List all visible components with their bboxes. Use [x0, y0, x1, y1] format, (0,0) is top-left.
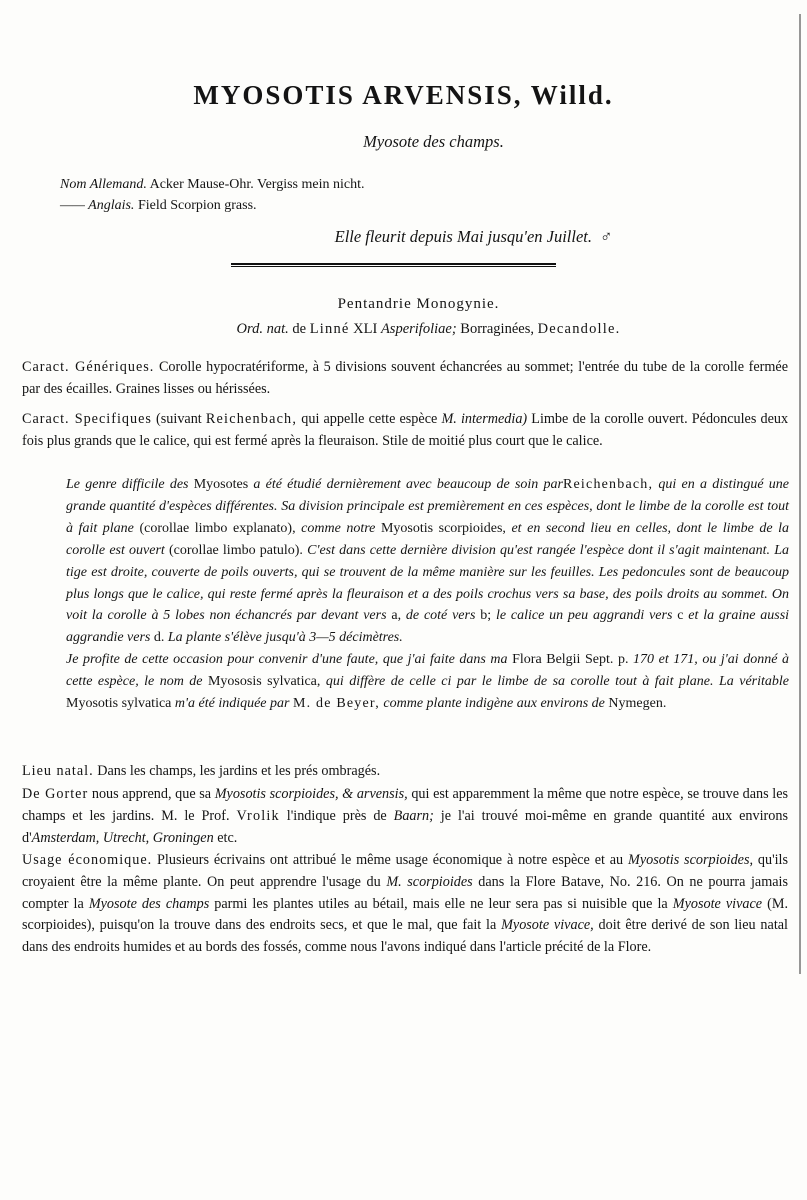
note-text: et la graine aussi aggrandie vers	[66, 608, 790, 646]
note-reichenbach: Reichenbach,	[562, 477, 654, 492]
gorter-text: qui est apparemment la même que notre espèce, se trouve dans les champs et les jardins. M. le Prof.	[22, 786, 789, 824]
usage-species: Myosote vivace	[672, 895, 763, 912]
usage-species: Myosote vivace,	[501, 917, 594, 934]
note-text: Le genre difficile des	[66, 477, 189, 492]
economic-usage	[22, 850, 788, 959]
flowering-text: Elle fleurit depuis Mai jusqu'en Juillet.	[334, 227, 593, 246]
note-text: comme plante indigène aux environs de	[383, 696, 605, 712]
note-text: La plante s'élève jusqu'à 3—5 décimètres.	[167, 630, 403, 646]
figure-ref: b;	[480, 608, 492, 624]
usage-text: dans la Flore Batave, No. 216. On ne pourra jamais compter la	[22, 873, 789, 912]
usage-heading: Usage économique.	[22, 852, 153, 868]
usage-species: Myosote des champs	[88, 895, 210, 912]
usage-species: Myosotis scorpioides,	[628, 852, 754, 868]
natural-order	[0, 321, 807, 338]
linnaean-class: Pentandrie Monogynie.	[337, 296, 500, 312]
figure-ref: c	[677, 608, 684, 624]
page-title: MYOSOTIS ARVENSIS, Willd.	[193, 80, 614, 110]
lieu-text: Dans les champs, les jardins et les prés ombragés.	[97, 763, 381, 779]
note-text: qui en a distingué une grande quantité d'espèces différentes. Sa division principale est premièrement en ces espèces, dont le limbe de la corolle est tout à fait plane	[66, 477, 789, 536]
note-genus: Myosotes	[193, 477, 249, 492]
ord-de: de	[292, 321, 307, 337]
asperifoliae: Asperifoliae;	[380, 321, 457, 337]
english-label: —— Anglais.	[60, 198, 135, 213]
specific-text-1: (suivant	[156, 411, 202, 427]
german-value: Acker Mause-Ohr. Vergiss mein nicht.	[149, 177, 365, 192]
de-gorter-paragraph	[22, 784, 788, 849]
gorter-places: Amsterdam, Utrecht, Groningen	[31, 829, 214, 846]
native-habitat	[22, 761, 788, 783]
note-species: Myosotis sylvatica	[66, 696, 172, 712]
usage-text: parmi les plantes utiles au bétail, mais elle ne leur sera pas si nuisible que la	[214, 895, 668, 912]
gorter-text: je l'ai trouvé moi-même en grande quantité aux environs d'	[22, 807, 788, 846]
german-label: Nom Allemand.	[60, 177, 147, 192]
note-text: C'est dans cette dernière division qu'est rangée l'espèce dont il s'agit maintenant. La tige est droite, couverte de poils ouverts, qui se trouvent de la même manière sur les feuilles. Les pedoncules sont de beaucoup plus longs que le calice, qui reste fermé après la fleuraison et a des poils crochus vers sa base, des poils droits au sommet. On voit la corolle à 5 lobes non échancrés par devant vers	[66, 542, 790, 624]
usage-text: qu'ils croyaient être la même plante. On peut apprendre l'usage du	[22, 852, 789, 890]
decandolle-name: Decandolle.	[537, 321, 621, 337]
commentary	[66, 474, 789, 715]
german-name-line	[60, 174, 364, 195]
gorter-species: Myosotis scorpioides, & arvensis,	[214, 786, 408, 802]
note-latin: (corollae limbo patulo).	[169, 542, 303, 558]
specific-text-2: qui appelle cette espèce	[301, 411, 438, 427]
reichenbach-name: Reichenbach,	[205, 411, 298, 427]
note-text: comme notre	[301, 520, 376, 536]
gorter-text: l'indique près de	[286, 807, 387, 824]
ord-nat-label: Ord. nat.	[236, 321, 289, 337]
gorter-text: nous apprend, que sa	[91, 786, 212, 802]
generic-characters	[22, 357, 788, 401]
intermedia-name: M. intermedia)	[441, 411, 528, 427]
usage-text: doit être derivé de son lieu natal dans des endroits humides et au bords des fossés, comme nous l'avons indiqué dans l'article précité de la Flore.	[22, 917, 788, 956]
divider-rule	[231, 263, 556, 267]
note-species: Myosotis scorpioides,	[380, 520, 506, 536]
specific-text-3: Limbe de la corolle ouvert. Pédoncules deux fois plus grands que le calice, qui est fermé après la fleuraison. Stile de moitié plus court que le calice.	[22, 411, 789, 449]
note-person: M. de Beyer,	[292, 696, 380, 712]
note-text: Je profite de cette occasion pour convenir d'une faute, que j'ai faite dans ma	[66, 652, 508, 668]
note-text: de coté vers	[405, 608, 476, 624]
note-species: Myososis sylvatica,	[207, 674, 321, 690]
figure-ref: a,	[391, 608, 402, 624]
linne-name: Linné	[309, 321, 350, 337]
gorter-heading: De Gorter	[22, 786, 89, 802]
note-text: a été étudié dernièrement avec beaucoup de soin par	[253, 477, 563, 492]
note-text: 170 et 171, ou j'ai donné à cette espèce, le nom de	[66, 652, 790, 690]
page-edge-line	[799, 14, 801, 974]
note-place: Nymegen.	[608, 696, 667, 712]
french-name: Myosote des champs.	[363, 132, 504, 151]
usage-text: (M. scorpioides), puisqu'on la trouve dans des endroits secs, et que le mal, que fait la	[22, 895, 789, 934]
note-text: m'a été indiquée par	[174, 696, 290, 712]
english-name-line	[60, 195, 364, 216]
usage-species: M. scorpioides	[386, 873, 473, 890]
linne-class: XLI	[353, 321, 378, 337]
note-text: et en second lieu en celles, dont le limbe de la corolle est ouvert	[66, 520, 790, 558]
flora-ref: Flora Belgii Sept. p.	[512, 652, 629, 668]
usage-text: Plusieurs écrivains ont attribué le même usage économique à notre espèce et au	[157, 852, 624, 868]
note-text: le calice un peu aggrandi vers	[495, 608, 673, 624]
figure-ref: d.	[153, 630, 165, 646]
flowering-period	[0, 227, 807, 247]
english-value: Field Scorpion grass.	[137, 198, 257, 213]
baarn-place: Baarn;	[393, 807, 434, 824]
vrolik-name: Vrolik	[236, 807, 280, 824]
generic-text: Corolle hypocratériforme, à 5 divisions souvent échancrées au sommet; l'entrée du tube de la corolle fermée par des écailles. Graines lisses ou hérissées.	[22, 359, 788, 397]
biennial-symbol: ♂	[600, 227, 613, 246]
generic-heading: Caract. Génériques.	[22, 359, 155, 375]
note-latin: (corollae limbo explanato),	[139, 520, 296, 536]
borraginees: Borraginées,	[460, 321, 534, 337]
lieu-heading: Lieu natal.	[22, 763, 94, 779]
specific-heading: Caract. Specifiques	[22, 411, 152, 427]
common-names	[60, 174, 364, 216]
note-text: qui diffère de celle ci par le limbe de sa corolle tout à fait plane. La véritable	[325, 674, 789, 690]
specific-characters	[22, 409, 788, 453]
gorter-text: etc.	[217, 829, 238, 846]
